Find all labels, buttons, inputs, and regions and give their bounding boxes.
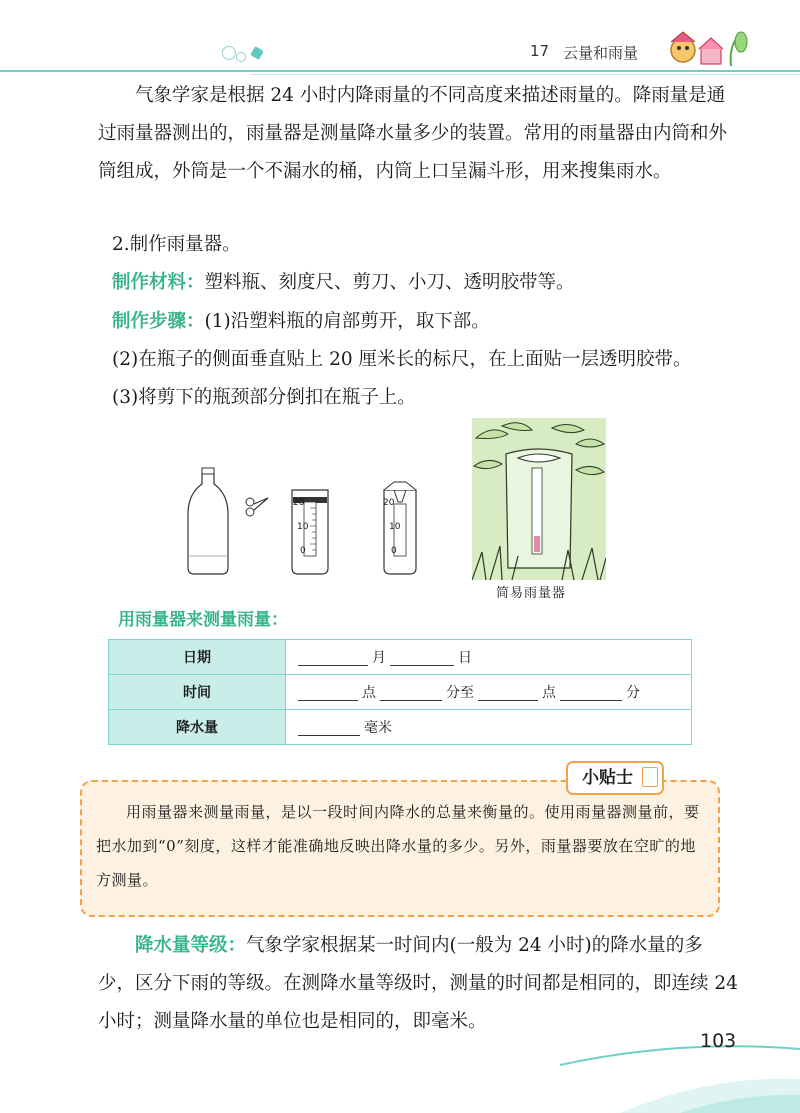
chapter-title: 云量和雨量 [563, 44, 639, 62]
precipitation-fill: 毫米 [286, 710, 692, 745]
header-rule-thin [250, 74, 800, 75]
footer-decoration [560, 1035, 800, 1113]
page-number: 103 [700, 1030, 737, 1052]
date-label: 日期 [109, 640, 286, 675]
scissors-icon [246, 498, 268, 516]
time-fill: 点 分至 点 分 [286, 675, 692, 710]
tip-badge [566, 761, 664, 795]
intro-paragraph: 气象学家是根据 24 小时内降雨量的不同高度来描述雨量的。降雨量是通过雨量器测出的，雨量器是测量降水量多少的装置。常用的雨量器由内筒和外筒组成，外筒是一个不漏水的桶，内筒上口呈漏斗形，用来搜集雨水。 [98, 85, 728, 182]
tip-text: 用雨量器来测量雨量，是以一段时间内降水的总量来衡量的。使用雨量器测量前，要把水加到“0”刻度，这样才能准确地反映出降水量的多少。另外，雨量器要放在空旷的地方测量。 [96, 803, 700, 889]
precipitation-blank[interactable] [298, 721, 360, 736]
materials-line [112, 268, 575, 294]
bubble-icon [222, 46, 236, 60]
step-3: (3)将剪下的瓶颈部分倒扣在瓶子上。 [112, 387, 416, 408]
table-row [109, 640, 692, 675]
levels-text: 气象学家根据某一时间内(一般为 24 小时)的降水量的多少，区分下雨的等级。在测降水量等级时，测量的时间都是相同的，即连续 24 小时；测量降水量的单位也是相同的，即毫米。 [98, 935, 738, 1032]
chapter-number: 17 [530, 42, 550, 60]
section-heading: 2.制作雨量器。 [112, 234, 241, 255]
time-label: 时间 [109, 675, 286, 710]
month-blank[interactable] [298, 651, 368, 666]
levels-label: 降水量等级： [135, 935, 247, 956]
bubble-icon [236, 52, 246, 62]
ruler-label-mid: 10 [297, 522, 309, 532]
date-fill: 月 日 [286, 640, 692, 675]
step-2: (2)在瓶子的侧面垂直贴上 20 厘米长的标尺，在上面贴一层透明胶带。 [112, 349, 692, 370]
materials-text: 塑料瓶、刻度尺、剪刀、小刀、透明胶带等。 [204, 272, 575, 293]
precipitation-label: 降水量 [109, 710, 286, 745]
cartoon-decoration-icon [665, 28, 755, 70]
figure-caption: 简易雨量器 [496, 586, 567, 601]
steps-label: 制作步骤： [112, 311, 205, 332]
ruler-label-zero: 0 [300, 546, 306, 556]
header-rule [0, 70, 800, 72]
table-row [109, 675, 692, 710]
tip-badge-label: 小贴士 [582, 768, 633, 788]
day-blank[interactable] [390, 651, 454, 666]
ruler-label-top: 20 [293, 498, 305, 508]
minute-blank[interactable] [380, 686, 442, 701]
steps-line [112, 307, 490, 333]
note-icon [642, 767, 658, 787]
levels-paragraph [98, 927, 738, 1041]
measurement-table [108, 639, 692, 745]
hexagon-icon [250, 46, 264, 60]
minute-blank-2[interactable] [560, 686, 622, 701]
ruler-label-zero: 0 [391, 546, 397, 556]
outdoor-rain-gauge-picture [472, 418, 606, 580]
hour-blank-2[interactable] [478, 686, 538, 701]
table-heading: 用雨量器来测量雨量： [118, 610, 288, 630]
bottle-steps-illustration [180, 460, 460, 580]
hour-blank[interactable] [298, 686, 358, 701]
plastic-bottle-icon [188, 468, 228, 574]
step-1: (1)沿塑料瓶的肩部剪开，取下部。 [204, 311, 490, 332]
materials-label: 制作材料： [112, 272, 205, 293]
ruler-label-top: 20 [383, 498, 395, 508]
table-row [109, 710, 692, 745]
ruler-label-mid: 10 [389, 522, 401, 532]
